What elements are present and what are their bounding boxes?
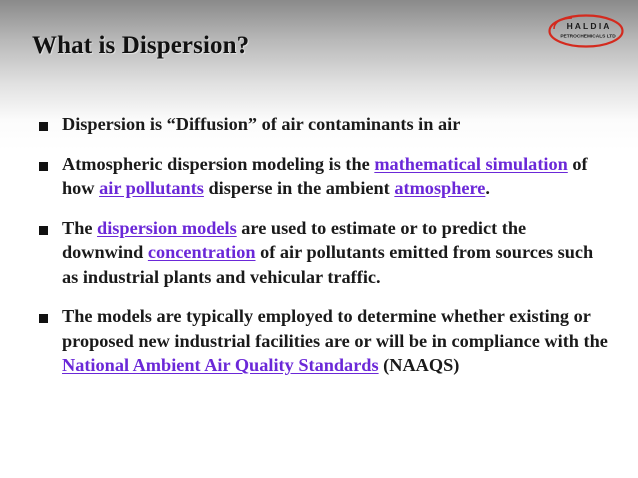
square-bullet-icon xyxy=(39,314,48,323)
bullet-item xyxy=(38,304,610,378)
hyperlink[interactable]: concentration xyxy=(147,242,256,262)
bullet-list xyxy=(38,112,610,378)
bullet-item xyxy=(38,112,610,137)
bullet-text: The models are typically employed to determine whether existing or proposed new industrial facilities are or will be in compliance with the xyxy=(62,306,608,351)
bullet-text: . xyxy=(485,178,490,198)
hyperlink[interactable]: mathematical simulation xyxy=(374,153,568,174)
haldia-logo-icon xyxy=(548,14,624,48)
bullet-text: of air pollutants emitted from sources such as industrial plants and vehicular traffic. xyxy=(62,242,594,287)
bullet-item xyxy=(38,152,610,201)
bullet-text: Dispersion is “Diffusion” of air contaminants in air xyxy=(62,114,461,134)
bullet-item xyxy=(38,216,610,290)
slide-title: What is Dispersion? xyxy=(32,32,250,59)
bullet-text: of how xyxy=(62,153,588,198)
square-bullet-icon xyxy=(39,122,48,131)
square-bullet-icon xyxy=(39,162,48,171)
hyperlink[interactable]: air pollutants xyxy=(99,178,204,198)
company-logo xyxy=(548,14,624,48)
logo-text-line1: H A L D I A xyxy=(566,21,610,31)
logo-text-line2: PETROCHEMICALS LTD xyxy=(560,34,616,40)
bullet-text: disperse in the ambient xyxy=(203,178,395,198)
bullet-text: are used to estimate or to predict the downwind xyxy=(62,217,527,262)
hyperlink[interactable]: dispersion models xyxy=(97,217,237,238)
square-bullet-icon xyxy=(39,226,48,235)
hyperlink[interactable]: atmosphere xyxy=(394,178,486,198)
bullet-text: The xyxy=(62,217,98,238)
bullet-text: (NAAQS) xyxy=(378,355,460,375)
bullet-text: Atmospheric dispersion modeling is the xyxy=(62,153,375,174)
hyperlink[interactable]: National Ambient Air Quality Standards xyxy=(62,355,379,375)
